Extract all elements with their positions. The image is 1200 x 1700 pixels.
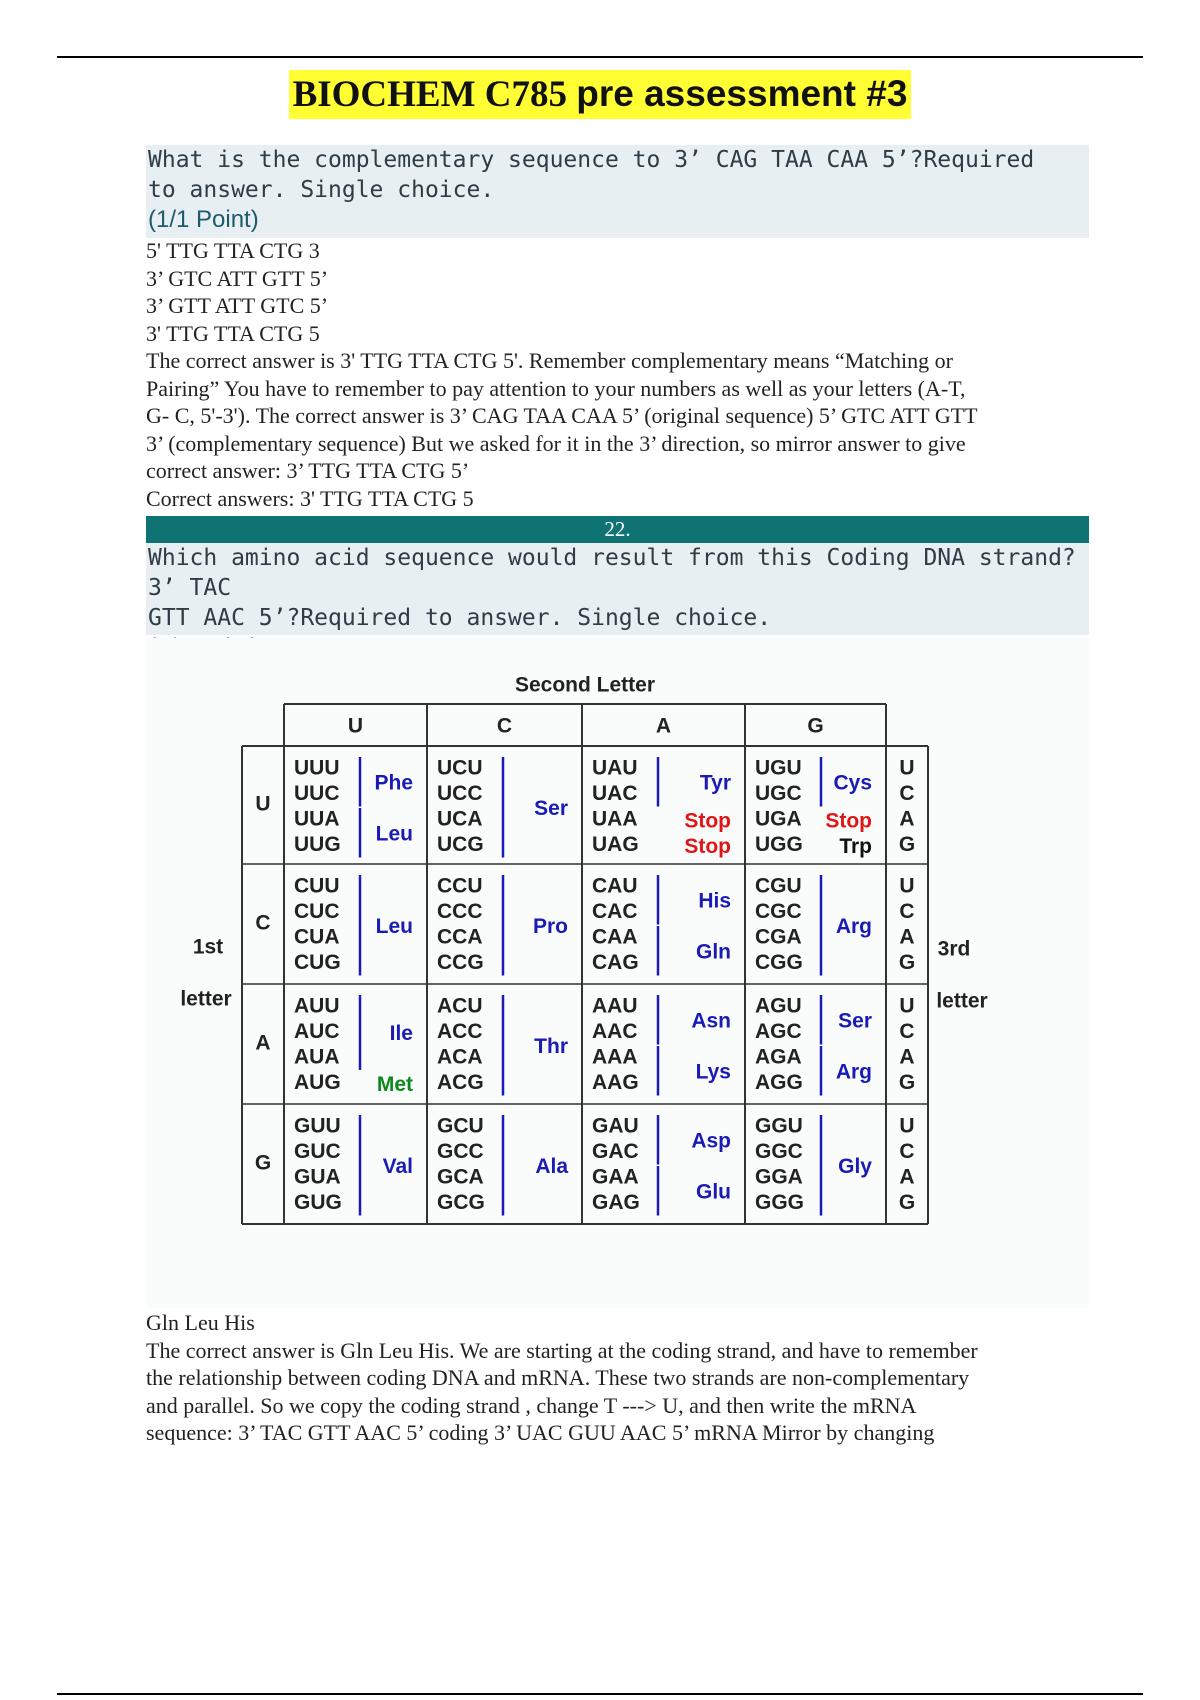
amino-acid-label: Thr — [534, 1034, 568, 1058]
codon: CAC — [592, 900, 638, 924]
amino-acid-label: His — [698, 889, 731, 913]
codon: UAA — [592, 807, 638, 831]
bottom-rule — [57, 1693, 1143, 1695]
codon: AGA — [755, 1045, 802, 1069]
codon: AUA — [294, 1045, 340, 1069]
codon: ACG — [437, 1071, 484, 1095]
codon: AAU — [592, 994, 638, 1018]
amino-acid-label: Pro — [532, 914, 568, 938]
answer-choice: Gln Leu His — [146, 1310, 255, 1335]
codon: UGU — [755, 756, 802, 780]
explanation-line: G- C, 5'-3'). The correct answer is 3’ CAG TAA CAA 5’ (original sequence) 5’ GTC ATT GTT — [146, 403, 978, 428]
codon: AUU — [294, 994, 340, 1018]
codon: GAA — [592, 1165, 639, 1189]
codon: GGU — [755, 1114, 803, 1138]
codon: GCC — [437, 1140, 484, 1164]
amino-acid-label: Arg — [835, 914, 872, 938]
amino-acid-label: Ala — [535, 1154, 568, 1178]
codon: CUC — [294, 900, 340, 924]
explanation-line: sequence: 3’ TAC GTT AAC 5’ coding 3’ UAC GUU AAC 5’ mRNA Mirror by changing — [146, 1420, 935, 1445]
codon: CGC — [755, 900, 802, 924]
first-letter-label: letter — [180, 987, 232, 1011]
codon: GUC — [294, 1140, 341, 1164]
amino-acid-label: Gly — [838, 1154, 872, 1178]
codon: GUA — [294, 1165, 341, 1189]
amino-acid-label: Cys — [833, 771, 872, 795]
amino-acid-label: Phe — [374, 771, 413, 795]
codon: AGU — [755, 994, 802, 1018]
third-letter: C — [899, 1140, 915, 1164]
question-2-prompt-line2: GTT AAC 5’?Required to answer. Single choice. — [148, 605, 772, 631]
codon: CUU — [294, 874, 340, 898]
codon: UUA — [294, 807, 340, 831]
second-letter-label: A — [655, 714, 672, 738]
explanation-line: The correct answer is 3' TTG TTA CTG 5'. Remember complementary means “Matching or — [146, 348, 953, 373]
first-letter: C — [255, 911, 271, 935]
codon: AAG — [592, 1071, 639, 1095]
amino-acid-label: Leu — [375, 822, 413, 846]
explanation-line: 3’ (complementary sequence) But we asked for it in the 3’ direction, so mirror answer to give — [146, 430, 966, 456]
codon: CUA — [294, 925, 340, 949]
explanation-line: Pairing” You have to remember to pay attention to your numbers as well as your letters (A-T, — [146, 375, 966, 401]
codon: CAU — [592, 874, 638, 898]
third-letter: A — [899, 1045, 915, 1069]
codon: GCU — [437, 1114, 484, 1138]
question-2-prompt-line1: Which amino acid sequence would result from this Coding DNA strand? 3’ TAC — [148, 545, 1076, 601]
codon: CAA — [592, 925, 638, 949]
amino-acid-label: Met — [376, 1073, 413, 1097]
option: 3’ GTT ATT GTC 5’ — [146, 293, 329, 318]
question-1-points: (1/1 Point) — [148, 206, 259, 233]
third-letter: U — [899, 994, 915, 1018]
codon: CGG — [755, 951, 803, 975]
amino-acid-label: Ser — [838, 1009, 872, 1033]
codon: UGC — [755, 782, 802, 806]
codon: CGA — [755, 925, 802, 949]
first-letter: U — [255, 792, 271, 816]
explanation-line: the relationship between coding DNA and mRNA. These two strands are non-complementary — [146, 1365, 970, 1390]
second-letter-label: C — [496, 714, 513, 738]
third-letter: G — [898, 833, 916, 857]
codon: AUC — [294, 1020, 340, 1044]
codon: UCC — [437, 782, 483, 806]
third-letter-label: 3rd — [937, 937, 971, 961]
amino-acid-label: Arg — [835, 1060, 872, 1084]
amino-acid-label: Asp — [691, 1129, 731, 1153]
amino-acid-label: Stop — [825, 809, 872, 833]
third-letter: G — [898, 1071, 916, 1095]
codon: GGC — [755, 1140, 803, 1164]
explanation-line: and parallel. So we copy the coding strand , change T ---> U, and then write the mRNA — [146, 1392, 917, 1418]
codon: UAU — [592, 756, 638, 780]
option: 3’ GTC ATT GTT 5’ — [146, 265, 329, 291]
explanation-line: The correct answer is Gln Leu His. We are starting at the coding strand, and have to remember — [146, 1337, 978, 1363]
codon: UUU — [294, 756, 340, 780]
codon: GAC — [592, 1140, 639, 1164]
codon: CAG — [592, 951, 639, 975]
codon: UCA — [437, 807, 483, 831]
option: 3' TTG TTA CTG 5 — [146, 320, 320, 346]
codon: UGG — [755, 833, 803, 857]
codon: AAA — [592, 1045, 638, 1069]
correct-answers: Correct answers: 3' TTG TTA CTG 5 — [146, 485, 474, 511]
third-letter: U — [899, 874, 915, 898]
codon: CGU — [755, 874, 802, 898]
amino-acid-label: Tyr — [699, 771, 731, 795]
codon: GGG — [755, 1191, 805, 1215]
codon: AUG — [294, 1071, 341, 1095]
codon: GCA — [437, 1165, 484, 1189]
codon: AGG — [755, 1071, 803, 1095]
amino-acid-label: Asn — [691, 1009, 731, 1033]
question-1-prompt-line1: What is the complementary sequence to 3’ CAG TAA CAA 5’?Required — [148, 147, 1035, 173]
question-1-prompt-line2: to answer. Single choice. — [148, 177, 495, 203]
codon: GAG — [592, 1191, 640, 1215]
third-letter: C — [899, 1020, 915, 1044]
amino-acid-label: Gln — [696, 940, 731, 964]
option: 5' TTG TTA CTG 3 — [146, 238, 320, 263]
codon: AAC — [592, 1020, 638, 1044]
third-letter: U — [899, 756, 915, 780]
third-letter: U — [899, 1114, 915, 1138]
codon-table-text — [180, 674, 987, 1215]
first-letter: G — [254, 1151, 272, 1175]
codon: UUG — [294, 833, 341, 857]
third-letter: G — [898, 1191, 916, 1215]
codon: ACC — [437, 1020, 483, 1044]
first-letter: A — [255, 1031, 271, 1055]
amino-acid-label: Glu — [696, 1180, 731, 1204]
codon: UGA — [755, 807, 802, 831]
third-letter: A — [899, 807, 915, 831]
codon: GGA — [755, 1165, 803, 1189]
codon: UUC — [294, 782, 340, 806]
title-part2: pre assessment #3 — [576, 73, 908, 114]
third-letter: G — [898, 951, 916, 975]
amino-acid-label: Trp — [839, 835, 872, 859]
third-letter: A — [899, 925, 915, 949]
codon: GUU — [294, 1114, 341, 1138]
title-part1: BIOCHEM C785 — [292, 74, 567, 115]
codon-table-title: Second Letter — [514, 673, 656, 697]
codon: ACA — [437, 1045, 483, 1069]
codon: AGC — [755, 1020, 802, 1044]
question-number-bar: 22. — [146, 516, 1089, 543]
amino-acid-label: Val — [382, 1154, 413, 1178]
codon: CCC — [437, 900, 483, 924]
amino-acid-label: Leu — [375, 914, 413, 938]
codon: UCG — [437, 833, 484, 857]
codon: ACU — [437, 994, 483, 1018]
second-letter-label: U — [347, 714, 364, 738]
amino-acid-label: Ser — [534, 796, 568, 820]
codon: GAU — [592, 1114, 639, 1138]
explanation-line: correct answer: 3’ TTG TTA CTG 5’ — [146, 458, 470, 483]
third-letter: C — [899, 900, 915, 924]
amino-acid-label: Lys — [695, 1060, 731, 1084]
amino-acid-label: Ile — [389, 1022, 413, 1046]
codon: UCU — [437, 756, 483, 780]
codon: CCG — [437, 951, 484, 975]
codon: CCA — [437, 925, 483, 949]
third-letter: A — [899, 1165, 915, 1189]
second-letter-label: G — [807, 714, 824, 738]
question-2-body — [146, 1309, 1106, 1447]
codon: UAG — [592, 833, 639, 857]
codon: GUG — [294, 1191, 342, 1215]
codon: UAC — [592, 782, 638, 806]
amino-acid-label: Stop — [684, 809, 731, 833]
codon-table-grid — [242, 704, 928, 1224]
third-letter: C — [899, 782, 915, 806]
codon: CCU — [437, 874, 483, 898]
codon: GCG — [437, 1191, 485, 1215]
amino-acid-label: Stop — [684, 835, 731, 859]
first-letter-label: 1st — [192, 935, 224, 959]
third-letter-label: letter — [936, 989, 988, 1013]
codon: CUG — [294, 951, 341, 975]
